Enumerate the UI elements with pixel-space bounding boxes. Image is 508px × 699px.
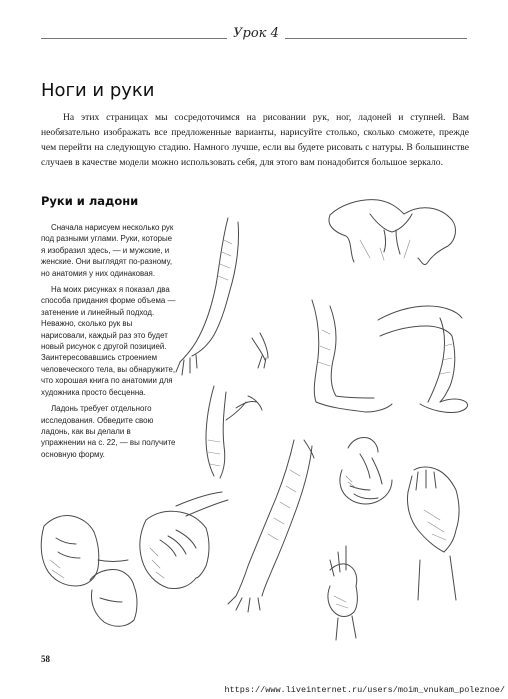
body-paragraph-2: На моих рисунках я показал два способа придания форме объема — затенение и линейный подход. Неважно, сколько рук вы нарисовали, каждый раз это будет новый рисунок с другой позицией. Заинтересовавшись строением человеческого тела, вы обнаружите, что хорошая книга по анатомии для художника просто бесценна. <box>41 285 176 397</box>
sketch-hand-pinch <box>90 569 137 626</box>
sketch-raised-forearm-hand <box>378 306 468 413</box>
body-paragraph-1: Сначала нарисуем несколько рук под разными углами. Руки, которые я изобразил здесь, — и мужские, и женские. Они выглядят по-разному, но анатомия у них одинаковая. <box>41 223 174 278</box>
sketch-bent-arm <box>312 300 392 412</box>
sketch-hand-knuckles <box>41 515 128 586</box>
sketch-hanging-arm <box>176 218 268 375</box>
body-paragraph-3: Ладонь требует отдельного исследования. Обведите свою ладонь, как вы делали в упражнении на с. 22, — вы получите основную форму. <box>41 404 176 459</box>
sketch-arms-behind-head <box>329 200 456 265</box>
sketch-hand-pointing <box>328 546 357 640</box>
sketch-hand-fist <box>140 492 228 589</box>
intro-text: На этих страницах мы сосредоточимся на рисовании рук, ног, ладоней и ступней. Вам необязательно изображать все предложенные варианты, нарисуйте столько, сколько сможете, прежде чем перейти на следующую стадию. Намного лучше, если вы будете рисовать с натуры. В большинстве случаев в качестве модели можно использовать себя, для этого вам понадобится большое зеркало. <box>41 112 469 168</box>
sketch-hand-cupped <box>340 437 392 504</box>
sketch-reaching-arm <box>228 440 314 612</box>
source-watermark: https://www.liveinternet.ru/users/moim_vnukam_poleznoe/ <box>224 685 505 695</box>
page-number: 58 <box>41 654 50 664</box>
section-title: Ноги и руки <box>41 80 155 101</box>
lesson-header: Урок 4 <box>233 26 279 41</box>
subsection-title: Руки и ладони <box>41 194 139 208</box>
sketch-hand-open-palm <box>407 467 459 600</box>
sketch-reclining-arm <box>206 386 262 478</box>
